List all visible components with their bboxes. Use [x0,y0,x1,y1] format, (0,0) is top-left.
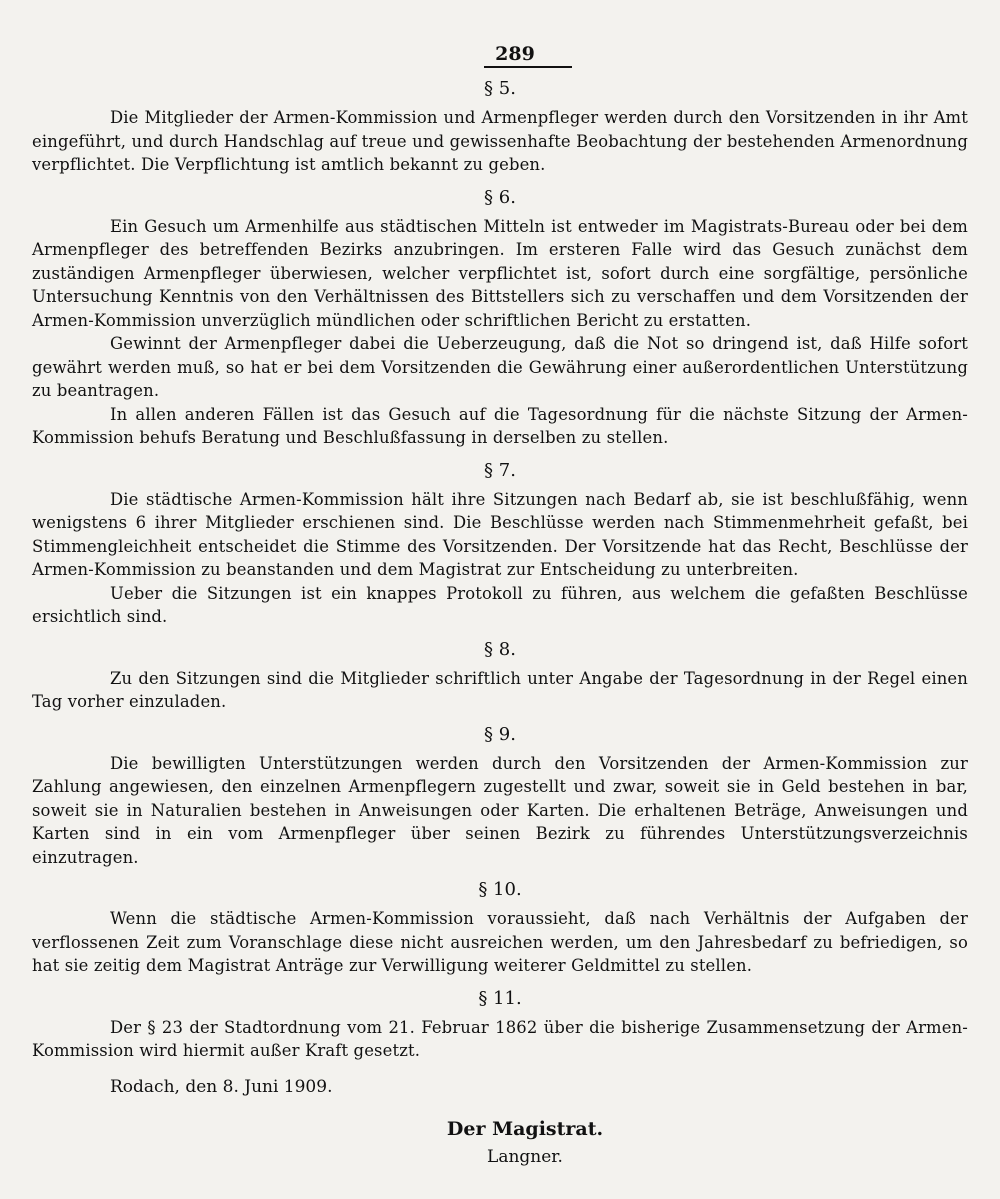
signature-title: Der Magistrat. [446,1117,604,1140]
section-7 [32,460,968,629]
paragraph: Ein Gesuch um Armenhilfe aus städtischen Mitteln ist entweder im Magistrats-Bureau oder bei dem Armenpfleger des betreffenden Bezirks anzubringen. Im ersteren Falle wird das Gesuch zunächst dem zuständigen Armenpfleger überwiesen, welcher verpflichtet ist, sofort durch eine sorgfältige, persönliche Untersuchung Kenntnis von den Verhältnissen des Bittstellers sich zu verschaffen und dem Vorsitzenden der Armen-Kommission unverzüglich mündlichen oder schriftlichen Bericht zu erstatten. [32,216,968,330]
paragraph: Wenn die städtische Armen-Kommission voraussieht, daß nach Verhältnis der Aufgaben der verflossenen Zeit zum Voranschlage diese nicht ausreichen werden, um den Jahresbedarf zu befriedigen, so hat sie zeitig dem Magistrat Anträge zur Verwilligung weiterer Geldmittel zu stellen. [32,909,968,975]
section-8 [32,639,968,714]
paragraph: Gewinnt der Armenpfleger dabei die Ueberzeugung, daß die Not so dringend ist, daß Hilfe sofort gewährt werden muß, so hat er bei dem Vorsitzenden die Gewährung einer außerordentlichen Unterstützung zu beantragen. [32,334,968,400]
paragraph: Der § 23 der Stadtordnung vom 21. Februar 1862 über die bisherige Zusammensetzung der Armen-Kommission wird hiermit außer Kraft gesetzt. [32,1017,968,1060]
paragraph: Ueber die Sitzungen ist ein knappes Protokoll zu führen, aus welchem die gefaßten Beschlüsse ersichtlich sind. [32,583,968,626]
section-heading: § 5. [484,78,516,99]
signature-name: Langner. [487,1146,563,1167]
section-heading: § 9. [484,723,516,745]
paragraph: Die Mitglieder der Armen-Kommission und Armenpfleger werden durch den Vorsitzenden in ihr Amt eingeführt, und durch Handschlag auf treue und gewissenhafte Beobachtung der bestehenden Armenordnung verpflichtet. Die Verpflichtung ist amtlich bekannt zu geben. [32,108,968,174]
section-heading: § 10. [478,879,522,900]
section-5 [32,78,968,177]
page-number: 289 [495,43,535,65]
section-10 [32,879,968,978]
paragraph: Zu den Sitzungen sind die Mitglieder schriftlich unter Angabe der Tagesordnung in der Regel einen Tag vorher einzuladen. [32,668,968,711]
paragraph: Die städtische Armen-Kommission hält ihre Sitzungen nach Bedarf ab, sie ist beschlußfähig, wenn wenigstens 6 ihrer Mitglieder erschienen sind. Die Beschlüsse werden nach Stimmenmehrheit gefaßt, bei Stimmengleichheit entscheidet die Stimme des Vorsitzenden. Der Vorsitzende hat das Recht, Beschlüsse der Armen-Kommission zu beanstanden und dem Magistrat zur Entscheidung zu unterbreiten. [32,489,968,579]
section-11 [32,988,968,1063]
section-heading: § 6. [484,186,516,208]
paragraph: In allen anderen Fällen ist das Gesuch auf die Tagesordnung für die nächste Sitzung der Armen-Kommission behufs Beratung und Beschlußfassung in derselben zu stellen. [32,404,968,447]
place-date: Rodach, den 8. Juni 1909. [110,1076,333,1097]
paragraph: Die bewilligten Unterstützungen werden durch den Vorsitzenden der Armen-Kommission zur Zahlung angewiesen, den einzelnen Armenpflegern zugestellt und zwar, soweit sie in Geld bestehen in bar, soweit sie in Naturalien bestehen in Anweisungen oder Karten. Die erhaltenen Beträge, Anweisungen und Karten sind in ein vom Armenpfleger über seinen Bezirk zu führendes Unterstützungsverzeichnis einzutragen. [32,753,968,867]
section-heading: § 8. [484,638,516,660]
section-6 [32,187,968,450]
section-9 [32,724,968,870]
page-number-rule [484,66,572,68]
document-page [32,44,968,1169]
section-heading: § 11. [478,987,522,1009]
section-heading: § 7. [484,459,516,481]
